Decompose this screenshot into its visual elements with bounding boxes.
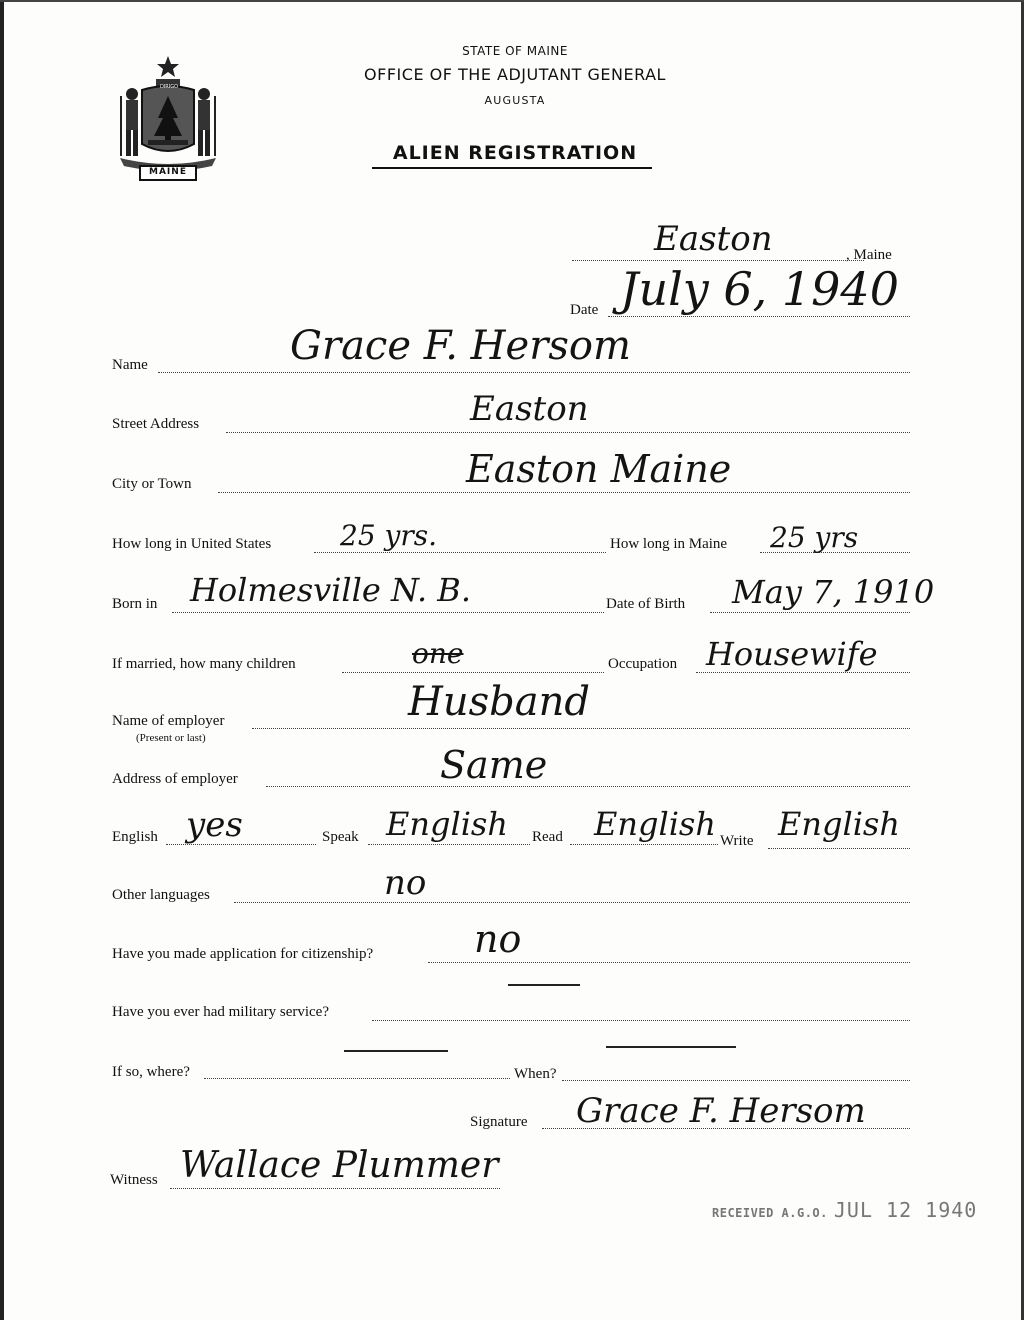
scan-edge-left <box>0 0 4 1320</box>
header-state: STATE OF MAINE <box>462 44 568 58</box>
seal-name-text: MAINE <box>149 167 187 177</box>
employer-name-line <box>252 728 910 729</box>
citizenship-dash-mark <box>508 984 580 986</box>
military-when-dash-mark <box>606 1046 736 1048</box>
name-label: Name <box>112 357 148 373</box>
how-long-us-label: How long in United States <box>112 536 272 552</box>
born-in-label: Born in <box>112 596 158 612</box>
children-entry: one <box>412 637 464 670</box>
maine-label: , Maine <box>846 247 892 263</box>
maine-seal-icon <box>112 52 224 184</box>
name-line <box>158 372 910 373</box>
read-label: Read <box>532 829 563 845</box>
if-so-where-label: If so, where? <box>112 1064 190 1080</box>
street-address-label: Street Address <box>112 416 200 432</box>
when-line <box>562 1080 910 1081</box>
scan-edge-top <box>0 0 1024 2</box>
witness-line <box>170 1188 500 1189</box>
stamp-received-text: RECEIVED A.G.O. <box>712 1206 828 1220</box>
date-of-birth-entry: May 7, 1910 <box>732 573 935 611</box>
occupation-entry: Housewife <box>706 635 878 673</box>
speak-line <box>368 844 530 845</box>
how-long-us-line <box>314 552 606 553</box>
date-line <box>608 316 910 317</box>
other-languages-entry: no <box>384 863 427 903</box>
name-entry: Grace F. Hersom <box>290 323 631 369</box>
city-or-town-line <box>218 492 910 493</box>
citizenship-entry: no <box>474 917 522 961</box>
seal-motto-text: DIRIGO <box>159 84 179 90</box>
header-city: AUGUSTA <box>484 94 546 107</box>
stamp-date-text: JUL 12 1940 <box>833 1198 978 1222</box>
write-label: Write <box>720 833 754 849</box>
city-or-town-label: City or Town <box>112 476 192 492</box>
employer-note-label: (Present or last) <box>136 732 206 744</box>
english-label: English <box>112 829 158 845</box>
date-of-birth-label: Date of Birth <box>606 596 686 612</box>
town-entry: Easton <box>654 219 773 259</box>
how-long-maine-label: How long in Maine <box>610 536 728 552</box>
other-languages-label: Other languages <box>112 887 210 903</box>
write-entry: English <box>778 805 900 843</box>
born-in-line <box>172 612 604 613</box>
other-languages-line <box>234 902 910 903</box>
city-or-town-entry: Easton Maine <box>466 447 732 491</box>
received-stamp <box>712 1198 977 1222</box>
children-line <box>342 672 604 673</box>
military-line <box>372 1020 910 1021</box>
read-line <box>570 844 718 845</box>
date-of-birth-line <box>710 612 910 613</box>
employer-address-label: Address of employer <box>112 771 238 787</box>
form-title: ALIEN REGISTRATION <box>392 142 638 164</box>
witness-label: Witness <box>110 1172 158 1188</box>
how-long-maine-entry: 25 yrs <box>770 521 859 554</box>
military-label: Have you ever had military service? <box>112 1004 329 1020</box>
employer-address-line <box>266 786 910 787</box>
street-address-entry: Easton <box>470 389 589 429</box>
speak-entry: English <box>386 805 508 843</box>
title-underline <box>372 167 652 169</box>
witness-entry: Wallace Plummer <box>180 1145 499 1186</box>
date-entry: July 6, 1940 <box>620 262 899 316</box>
read-entry: English <box>594 805 716 843</box>
english-entry: yes <box>186 805 243 845</box>
how-long-us-entry: 25 yrs. <box>340 519 438 552</box>
children-label: If married, how many children <box>112 656 296 672</box>
town-line <box>572 260 864 261</box>
employer-name-label: Name of employer <box>112 713 225 729</box>
speak-label: Speak <box>322 829 359 845</box>
date-label: Date <box>570 302 599 318</box>
signature-entry: Grace F. Hersom <box>576 1091 866 1131</box>
write-line <box>768 848 910 849</box>
occupation-label: Occupation <box>608 656 678 672</box>
employer-address-entry: Same <box>440 743 548 787</box>
if-so-where-line <box>204 1078 510 1079</box>
when-label: When? <box>514 1066 557 1082</box>
citizenship-line <box>428 962 910 963</box>
born-in-entry: Holmesville N. B. <box>190 571 471 609</box>
street-address-line <box>226 432 910 433</box>
signature-label: Signature <box>470 1114 528 1130</box>
citizenship-label: Have you made application for citizenship? <box>112 946 374 962</box>
employer-name-entry: Husband <box>408 679 590 725</box>
military-where-dash-mark <box>344 1050 448 1052</box>
header-office: OFFICE OF THE ADJUTANT GENERAL <box>364 65 666 84</box>
